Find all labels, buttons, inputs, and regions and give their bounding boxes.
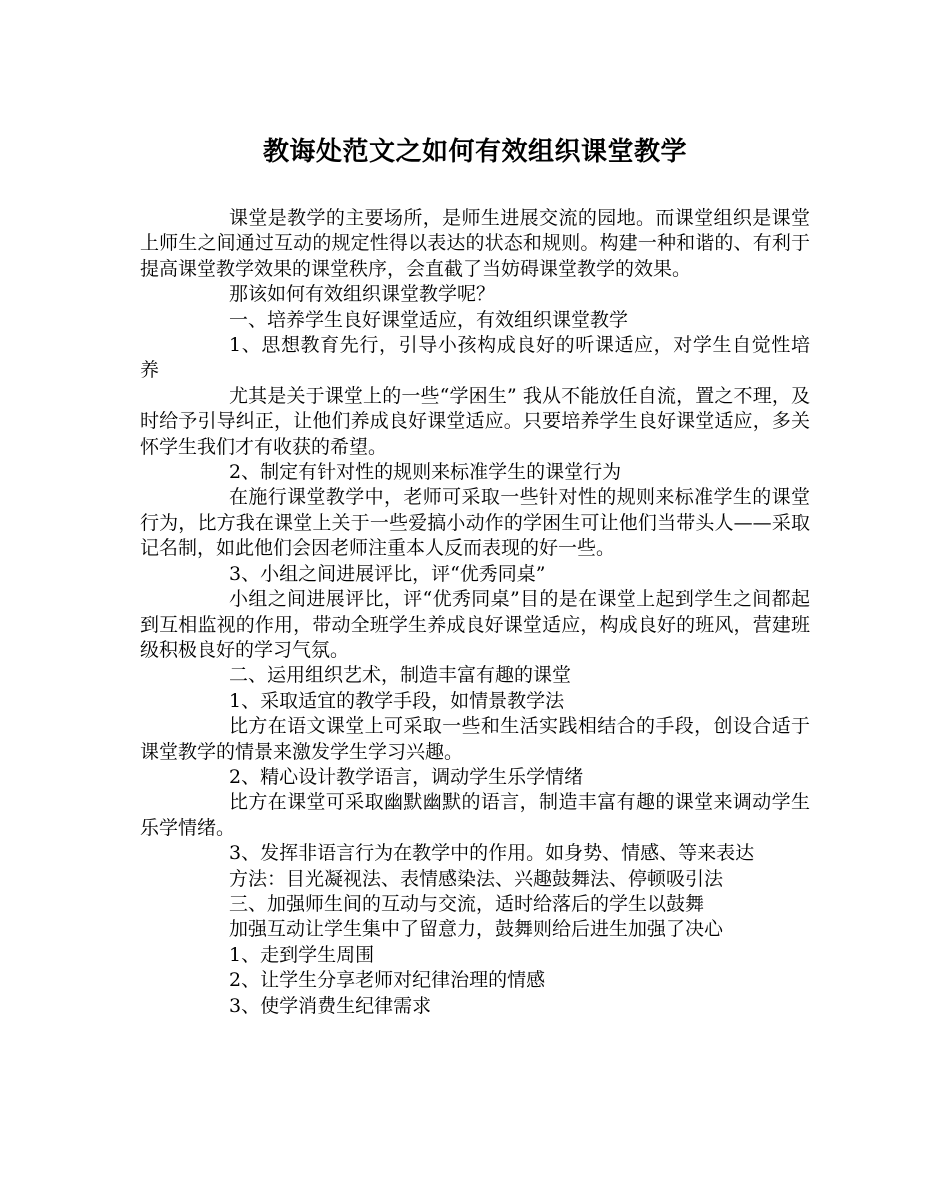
subsection-heading: 1、采取适宜的教学手段，如情景教学法 <box>229 689 565 712</box>
paragraph: 那该如何有效组织课堂教学呢？ <box>229 283 496 306</box>
list-item: 3、使学消费生纪律需求 <box>229 994 432 1017</box>
subsection-heading: 1、思想教育先行，引导小孩构成良好的听课适应，对学生自觉性培养 <box>140 334 810 382</box>
paragraph: 方法：目光凝视法、表情感染法、兴趣鼓舞法、停顿吸引法 <box>229 867 724 890</box>
section-heading: 一、培养学生良好课堂适应，有效组织课堂教学 <box>229 308 629 331</box>
paragraph: 在施行课堂教学中，老师可采取一些针对性的规则来标准学生的课堂行为，比方我在课堂上关于一些爱搞小动作的学困生可让他们当带头人——采取记名制，如此他们会因老师注重本人反而表现的好一些。 <box>140 486 810 560</box>
document-title: 教诲处范文之如何有效组织课堂教学 <box>262 137 687 167</box>
document-body <box>140 206 810 1019</box>
subsection-heading: 3、小组之间进展评比，评“优秀同桌” <box>229 562 546 585</box>
paragraph: 尤其是关于课堂上的一些“学困生” 我从不能放任自流，置之不理，及时给予引导纠正，让他们养成良好课堂适应。只要培养学生良好课堂适应，多关怀学生我们才有收获的希望。 <box>140 384 810 458</box>
list-item: 2、让学生分享老师对纪律治理的情感 <box>229 969 546 992</box>
paragraph: 加强互动让学生集中了留意力，鼓舞则给后进生加强了决心 <box>229 918 724 941</box>
paragraph: 小组之间进展评比，评“优秀同桌”目的是在课堂上起到学生之间都起到互相监视的作用，带动全班学生养成良好课堂适应，构成良好的班风，营建班级积极良好的学习气氛。 <box>140 588 810 661</box>
subsection-heading: 2、制定有针对性的规则来标准学生的课堂行为 <box>229 461 622 484</box>
list-item: 1、走到学生周围 <box>229 943 375 966</box>
subsection-heading: 2、精心设计教学语言，调动学生乐学情绪 <box>229 765 584 788</box>
section-heading: 二、运用组织艺术，制造丰富有趣的课堂 <box>229 664 572 687</box>
paragraph: 课堂是教学的主要场所，是师生进展交流的园地。而课堂组织是课堂上师生之间通过互动的规定性得以表达的状态和规则。构建一种和谐的、有利于提高课堂教学效果的课堂秩序，会直截了当妨碍课堂教学的效果。 <box>140 207 810 280</box>
subsection-heading: 3、发挥非语言行为在教学中的作用。如身势、情感、等来表达 <box>229 842 755 865</box>
paragraph: 比方在语文课堂上可采取一些和生活实践相结合的手段，创设合适于课堂教学的情景来激发学生学习兴趣。 <box>140 715 810 763</box>
section-heading: 三、加强师生间的互动与交流，适时给落后的学生以鼓舞 <box>229 892 705 915</box>
paragraph: 比方在课堂可采取幽默幽默的语言，制造丰富有趣的课堂来调动学生乐学情绪。 <box>140 791 810 839</box>
